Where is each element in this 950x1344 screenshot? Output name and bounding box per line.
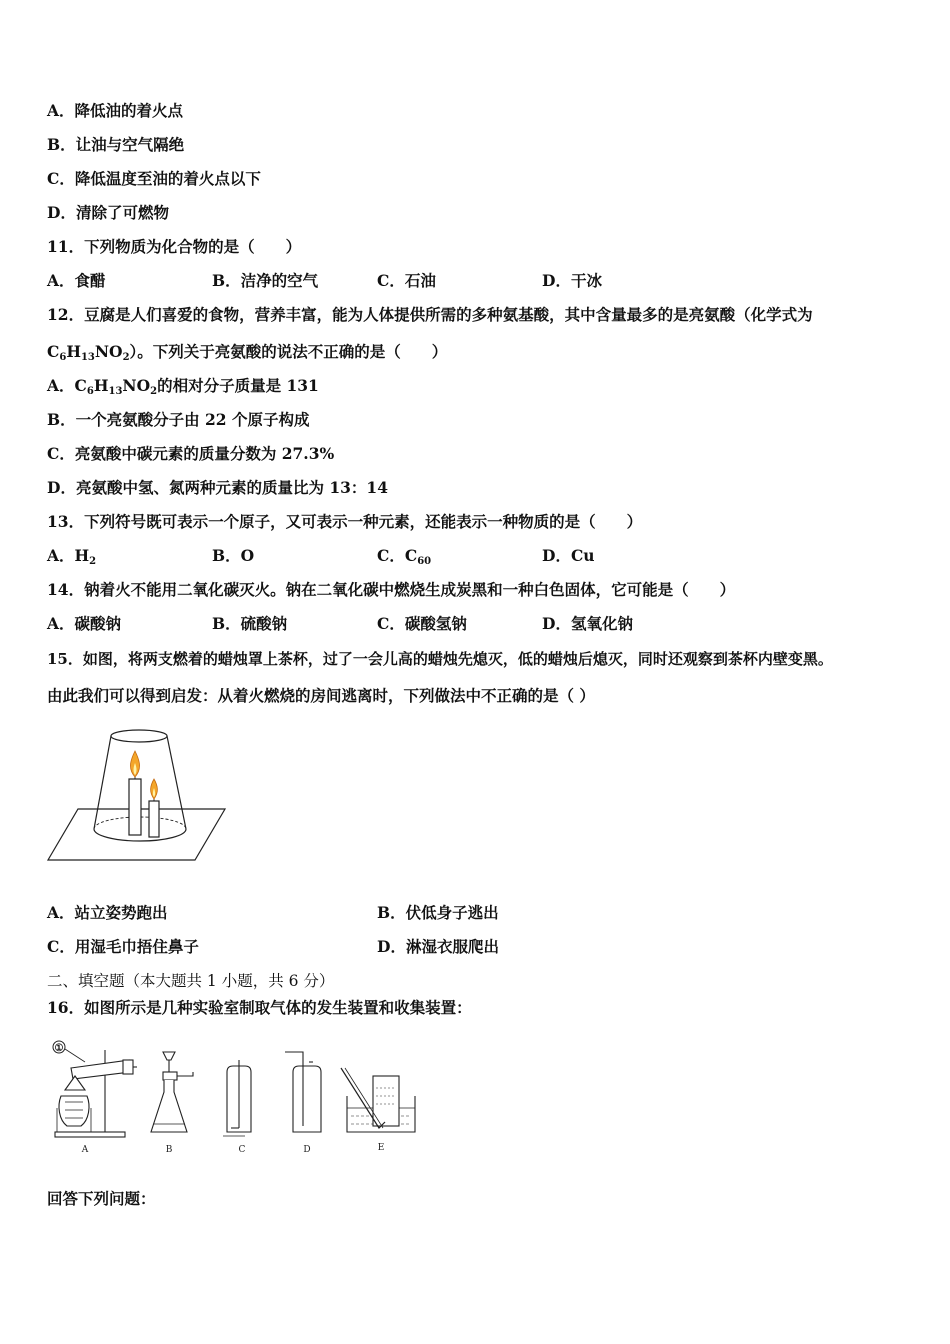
label-c: C	[238, 1145, 246, 1155]
q12-option-b: B．一个亮氨酸分子由 22 个原子构成	[47, 410, 310, 429]
tall-candle	[129, 779, 141, 835]
q15-stem-line2: 由此我们可以得到启发：从着火燃烧的房间逃离时，下列做法中不正确的是（ ）	[47, 686, 595, 705]
q13-option-a: A．$H_2$	[47, 546, 97, 567]
candle-cup-figure	[45, 717, 230, 867]
label-b: B	[165, 1145, 173, 1155]
cup-top	[111, 730, 167, 742]
q11-option-a: A．食醋	[47, 271, 106, 290]
apparatus-c	[223, 1060, 251, 1155]
apparatus-b	[151, 1052, 193, 1155]
q12-option-a: A．$C_6H_{13}NO_2$的相对分子质量是 131	[47, 376, 319, 397]
q14-option-a: A．碳酸钠	[47, 614, 122, 633]
q15-option-d: D．淋湿衣服爬出	[377, 937, 499, 956]
q12-option-c: C．亮氨酸中碳元素的质量分数为 27.3%	[47, 444, 335, 463]
apparatus-d	[285, 1052, 321, 1155]
q16-stem: 16．如图所示是几种实验室制取气体的发生装置和收集装置：	[47, 998, 472, 1017]
q11-stem: 11．下列物质为化合物的是（ ）	[47, 237, 302, 256]
q15-option-a: A．站立姿势跑出	[47, 903, 168, 922]
q15-stem-line1: 15．如图，将两支燃着的蜡烛罩上茶杯，过了一会儿高的蜡烛先熄灭，低的蜡烛后熄灭，同时还观察到茶杯内壁变黑。	[47, 650, 833, 668]
q14-option-c: C．碳酸氢钠	[377, 614, 467, 633]
q10-option-c: C．降低温度至油的着火点以下	[47, 169, 261, 188]
q10-option-a: A．降低油的着火点	[47, 101, 184, 120]
gas-apparatus-figure	[45, 1032, 440, 1157]
answer-prompt: 回答下列问题：	[47, 1189, 156, 1208]
q15-option-b: B．伏低身子逃出	[377, 903, 499, 922]
q10-option-b: B．让油与空气隔绝	[47, 135, 185, 154]
q13-option-c: C．$C_{60}$	[377, 546, 432, 567]
short-candle	[149, 801, 159, 837]
q10-option-d: D．清除了可燃物	[47, 203, 169, 222]
q11-option-c: C．石油	[377, 271, 436, 290]
label-e: E	[377, 1143, 385, 1153]
q15-option-c: C．用湿毛巾捂住鼻子	[47, 937, 199, 956]
q11-option-b: B．洁净的空气	[212, 271, 319, 290]
q13-option-b: B．O	[212, 546, 255, 565]
q14-option-b: B．硫酸钠	[212, 614, 288, 633]
apparatus-e	[341, 1068, 415, 1153]
q14-stem: 14．钠着火不能用二氧化碳灭火。钠在二氧化碳中燃烧生成炭黑和一种白色固体，它可能是（ ）	[47, 580, 736, 599]
q13-option-d: D．Cu	[542, 546, 595, 565]
q12-option-d: D．亮氨酸中氢、氮两种元素的质量比为 13：14	[47, 478, 388, 497]
q14-option-d: D．氢氧化钠	[542, 614, 633, 633]
q12-stem-line2: $C_6H_{13}NO_2$）。下列关于亮氨酸的说法不正确的是（ ）	[47, 342, 448, 363]
q12-stem-line1: 12．豆腐是人们喜爱的食物，营养丰富，能为人体提供所需的多种氨基酸，其中含量最多的是亮氨酸（化学式为	[47, 305, 813, 324]
q11-option-d: D．干冰	[542, 271, 602, 290]
q12-formula: $C_6H_{13}NO_2$	[47, 342, 130, 363]
label-a: A	[81, 1145, 89, 1155]
q13-stem: 13．下列符号既可表示一个原子，又可表示一种元素，还能表示一种物质的是（ ）	[47, 512, 643, 531]
section-heading: 二、填空题（本大题共 1 小题，共 6 分）	[47, 972, 335, 990]
label-d: D	[303, 1145, 311, 1155]
circle-label: ①	[54, 1043, 64, 1054]
apparatus-a	[53, 1041, 137, 1155]
